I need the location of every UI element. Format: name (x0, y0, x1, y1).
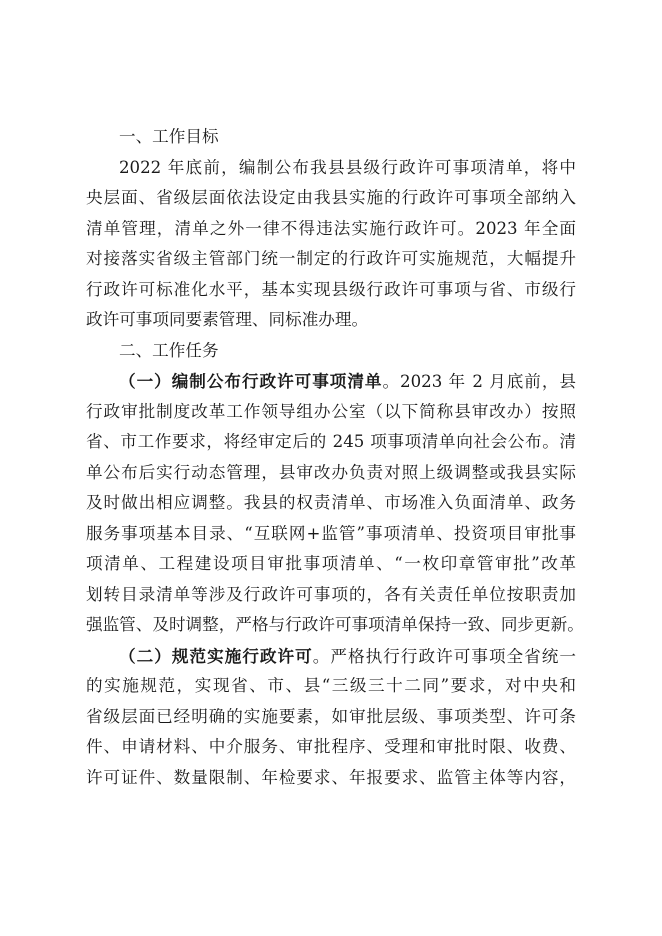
item1-line-9: 强监管、及时调整，严格与行政许可事项清单保持一致、同步更新。 (86, 615, 584, 634)
section1-line-1: 2022 年底前，编制公布我县县级行政许可事项清单，将中 (119, 157, 576, 177)
item1-first-line (86, 366, 576, 397)
item1-line-8: 划转目录清单等涉及行政许可事项的，各有关责任单位按职责加 (86, 584, 576, 604)
item2-first-line (86, 641, 576, 672)
item2-line-2: 的实施规范，实现省、市、县“三级三十二同”要求，对中央和 (86, 676, 576, 695)
item2-line-3: 省级层面已经明确的实施要素，如审批层级、事项类型、许可条 (86, 706, 576, 726)
document-page (86, 122, 584, 793)
item1-first-rest: 。2023 年 2 月底前，县 (382, 372, 576, 391)
item1-line-3: 省、市工作要求，将经审定后的 245 项事项清单向社会公布。清 (86, 432, 576, 451)
item2-title: （二）规范实施行政许可 (119, 645, 313, 666)
item1-line-4: 单公布后实行动态管理，县审改办负责对照上级调整或我县实际 (86, 462, 576, 482)
item1-line-7: 项清单、工程建设项目审批事项清单、“一枚印章管审批”改革 (86, 554, 576, 573)
section1-line-3: 清单管理，清单之外一律不得违法实施行政许可。2023 年全面 (86, 218, 576, 238)
section1-heading: 一、工作目标 (119, 127, 219, 146)
item2-line-5: 许可证件、数量限制、年检要求、年报要求、监管主体等内容， (86, 767, 576, 787)
item1-line-6: 服务事项基本目录、“互联网+监管”事项清单、投资项目审批事 (86, 523, 576, 543)
item1-line-5: 及时做出相应调整。我县的权责清单、市场准入负面清单、政务 (86, 493, 576, 512)
item1-title: （一）编制公布行政许可事项清单 (119, 371, 383, 391)
item2-line-4: 件、申请材料、中介服务、审批程序、受理和审批时限、收费、 (86, 737, 576, 756)
item2-first-rest: 。严格执行行政许可事项全省统一 (312, 646, 577, 666)
section1-line-2: 央层面、省级层面依法设定由我县实施的行政许可事项全部纳入 (86, 188, 576, 207)
item1-line-2: 行政审批制度改革工作领导组办公室（以下简称县审改办）按照 (86, 401, 576, 421)
section1-line-4: 对接落实省级主管部门统一制定的行政许可实施规范，大幅提升 (86, 249, 576, 268)
section2-heading: 二、工作任务 (119, 340, 219, 360)
section1-line-6: 政许可事项同要素管理、同标准办理。 (86, 310, 369, 329)
section1-line-5: 行政许可标准化水平，基本实现县级行政许可事项与省、市级行 (86, 279, 576, 299)
